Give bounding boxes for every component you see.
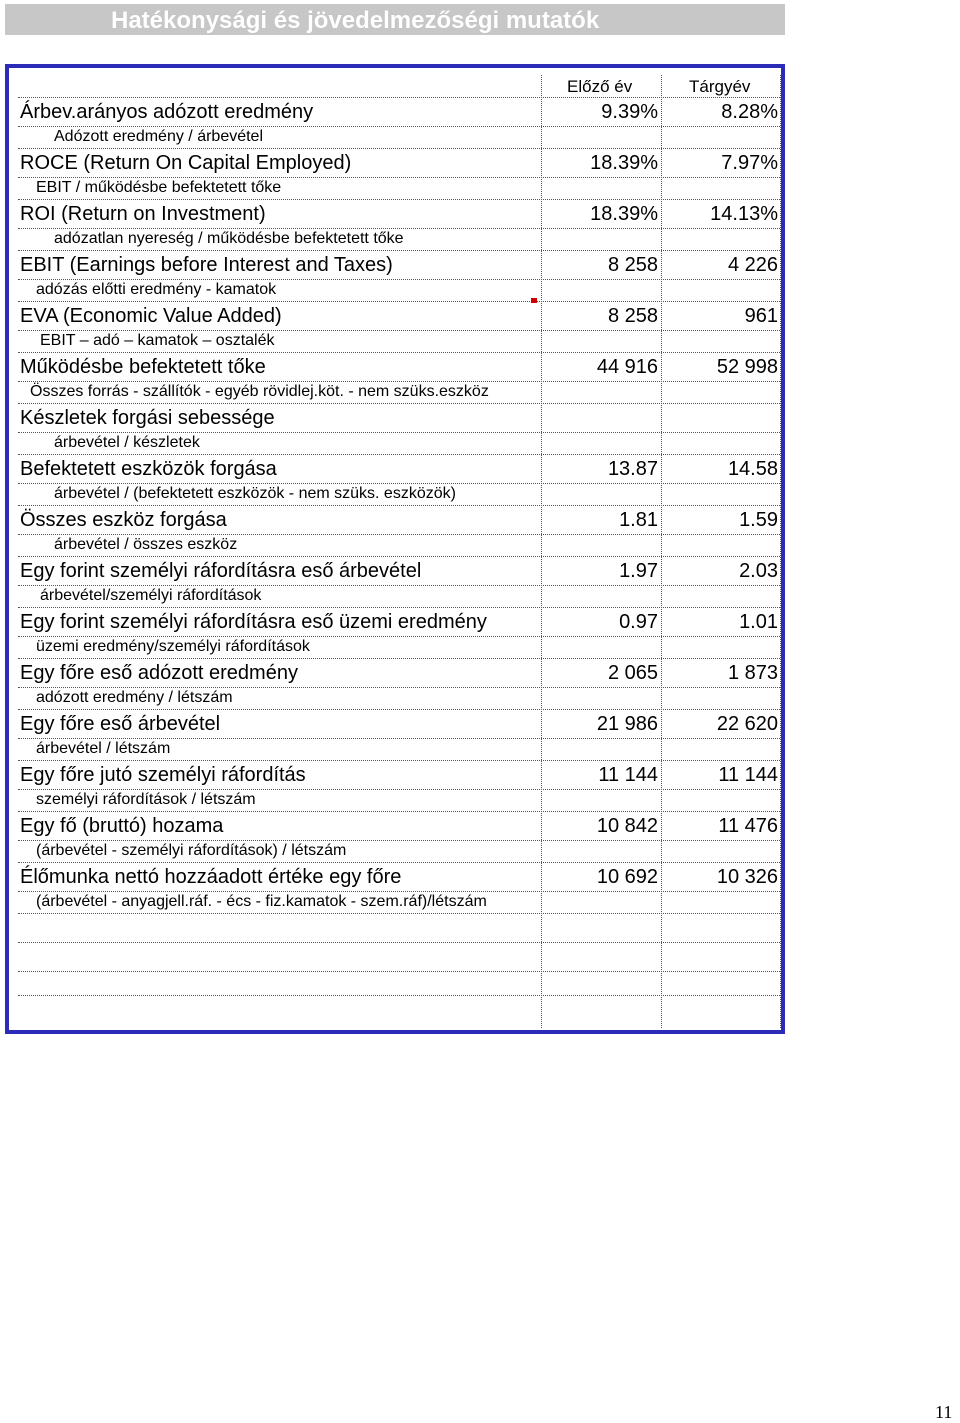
title-banner	[5, 4, 785, 35]
metric-prev-value: 0.97	[619, 611, 658, 633]
metric-current-value: 10 326	[716, 866, 778, 888]
empty-row	[18, 913, 780, 943]
metric-label: Árbev.arányos adózott eredmény	[20, 101, 314, 123]
page-number: 11	[935, 1402, 953, 1422]
metric-current-value: 4 226	[727, 254, 778, 276]
metric-current-value: 961	[744, 305, 778, 327]
metric-formula-row	[18, 585, 780, 608]
metric-prev-value: 10 692	[596, 866, 658, 888]
metric-formula-row	[18, 381, 780, 404]
header-row	[18, 75, 780, 98]
metric-current-value: 7.97%	[721, 152, 778, 174]
metric-formula-row	[18, 891, 780, 914]
metric-formula: (árbevétel - személyi ráfordítások) / létszám	[36, 842, 347, 859]
metric-prev-value: 8 258	[607, 305, 658, 327]
metric-label: Egy főre jutó személyi ráfordítás	[20, 764, 306, 786]
metric-prev-value: 9.39%	[601, 101, 658, 123]
metric-current-value: 14.13%	[710, 203, 778, 225]
metric-prev-value: 1.97	[619, 560, 658, 582]
metric-current-value: 1.59	[739, 509, 778, 531]
metric-current-value: 14.58	[727, 458, 778, 480]
metric-current-value: 22 620	[716, 713, 778, 735]
metric-formula-row	[18, 177, 780, 200]
metric-prev-value: 18.39%	[590, 152, 658, 174]
metric-label: Készletek forgási sebessége	[20, 407, 275, 429]
metric-prev-value: 44 916	[596, 356, 658, 378]
metric-formula: árbevétel / (befektetett eszközök - nem szüks. eszközök)	[54, 485, 456, 502]
metric-label: Összes eszköz forgása	[20, 509, 227, 531]
metric-prev-value: 2 065	[607, 662, 658, 684]
metric-formula: adózatlan nyereség / működésbe befektetett tőke	[54, 230, 404, 247]
metric-prev-value: 11 144	[598, 764, 658, 786]
comment-marker	[531, 298, 537, 303]
metric-label: Egy forint személyi ráfordításra eső árbevétel	[20, 560, 422, 582]
metric-label: ROCE (Return On Capital Employed)	[20, 152, 352, 174]
metric-formula: személyi ráfordítások / létszám	[36, 791, 256, 808]
metric-formula: adózás előtti eredmény - kamatok	[36, 281, 277, 298]
metric-prev-value: 13.87	[607, 458, 658, 480]
empty-row	[18, 942, 780, 972]
metric-row	[18, 709, 780, 739]
metric-formula-row	[18, 534, 780, 557]
metric-row	[18, 811, 780, 841]
metric-formula: árbevétel / összes eszköz	[54, 536, 238, 553]
metric-label: EBIT (Earnings before Interest and Taxes)	[20, 254, 393, 276]
metric-label: EVA (Economic Value Added)	[20, 305, 282, 327]
metric-formula: EBIT / működésbe befektetett tőke	[36, 179, 282, 196]
metric-row	[18, 454, 780, 484]
metric-label: Egy forint személyi ráfordításra eső üzemi eredmény	[20, 611, 487, 633]
metric-current-value: 11 476	[718, 815, 778, 837]
metric-row	[18, 505, 780, 535]
metric-formula-row	[18, 228, 780, 251]
metric-formula-row	[18, 126, 780, 149]
empty-row	[18, 971, 780, 996]
metric-label: ROI (Return on Investment)	[20, 203, 266, 225]
metric-prev-value: 8 258	[607, 254, 658, 276]
metric-formula-row	[18, 738, 780, 761]
metric-formula: árbevétel / készletek	[54, 434, 200, 451]
metric-prev-value: 21 986	[596, 713, 658, 735]
metric-formula-row	[18, 636, 780, 659]
metric-row	[18, 250, 780, 280]
metric-row	[18, 556, 780, 586]
metric-formula: adózott eredmény / létszám	[36, 689, 233, 706]
metric-row	[18, 97, 780, 127]
metric-formula-row	[18, 687, 780, 710]
metric-formula-row	[18, 330, 780, 353]
metric-current-value: 2.03	[739, 560, 778, 582]
metric-current-value: 11 144	[718, 764, 778, 786]
metric-formula: üzemi eredmény/személyi ráfordítások	[36, 638, 310, 655]
metric-row	[18, 301, 780, 331]
metric-row	[18, 862, 780, 892]
metric-label: Egy fő (bruttó) hozama	[20, 815, 224, 837]
metric-formula: Összes forrás - szállítók - egyéb rövidlej.köt. - nem szüks.eszköz	[30, 383, 489, 400]
metric-formula-row	[18, 432, 780, 455]
metric-label: Élőmunka nettó hozzáadott értéke egy főre	[20, 866, 402, 888]
metric-label: Működésbe befektetett tőke	[20, 356, 266, 378]
metric-row	[18, 658, 780, 688]
metric-prev-value: 1.81	[619, 509, 658, 531]
metric-row	[18, 199, 780, 229]
metric-formula-row	[18, 789, 780, 812]
metric-current-value: 1 873	[727, 662, 778, 684]
header-prev-year: Előző év	[567, 77, 633, 96]
spreadsheet-frame	[5, 64, 785, 1034]
column-divider-3	[780, 75, 781, 1028]
metric-label: Egy főre eső adózott eredmény	[20, 662, 298, 684]
metric-formula: (árbevétel - anyagjell.ráf. - écs - fiz.kamatok - szem.ráf)/létszám	[36, 893, 487, 910]
metric-current-value: 1.01	[739, 611, 778, 633]
page-title: Hatékonysági és jövedelmezőségi mutatók	[111, 7, 600, 34]
metric-formula: Adózott eredmény / árbevétel	[54, 128, 264, 145]
metric-row	[18, 403, 780, 433]
metric-label: Befektetett eszközök forgása	[20, 458, 277, 480]
metric-current-value: 52 998	[716, 356, 778, 378]
metric-formula-row	[18, 840, 780, 863]
metric-row	[18, 607, 780, 637]
metric-current-value: 8.28%	[721, 101, 778, 123]
metric-label: Egy főre eső árbevétel	[20, 713, 221, 735]
metric-formula: árbevétel/személyi ráfordítások	[40, 587, 262, 604]
metric-prev-value: 18.39%	[590, 203, 658, 225]
metric-row	[18, 352, 780, 382]
metric-formula-row	[18, 279, 780, 302]
metric-formula: EBIT – adó – kamatok – osztalék	[40, 332, 275, 349]
metric-formula-row	[18, 483, 780, 506]
metric-row	[18, 148, 780, 178]
metric-row	[18, 760, 780, 790]
metric-formula: árbevétel / létszám	[36, 740, 171, 757]
metric-prev-value: 10 842	[596, 815, 658, 837]
header-current-year: Tárgyév	[689, 77, 751, 96]
